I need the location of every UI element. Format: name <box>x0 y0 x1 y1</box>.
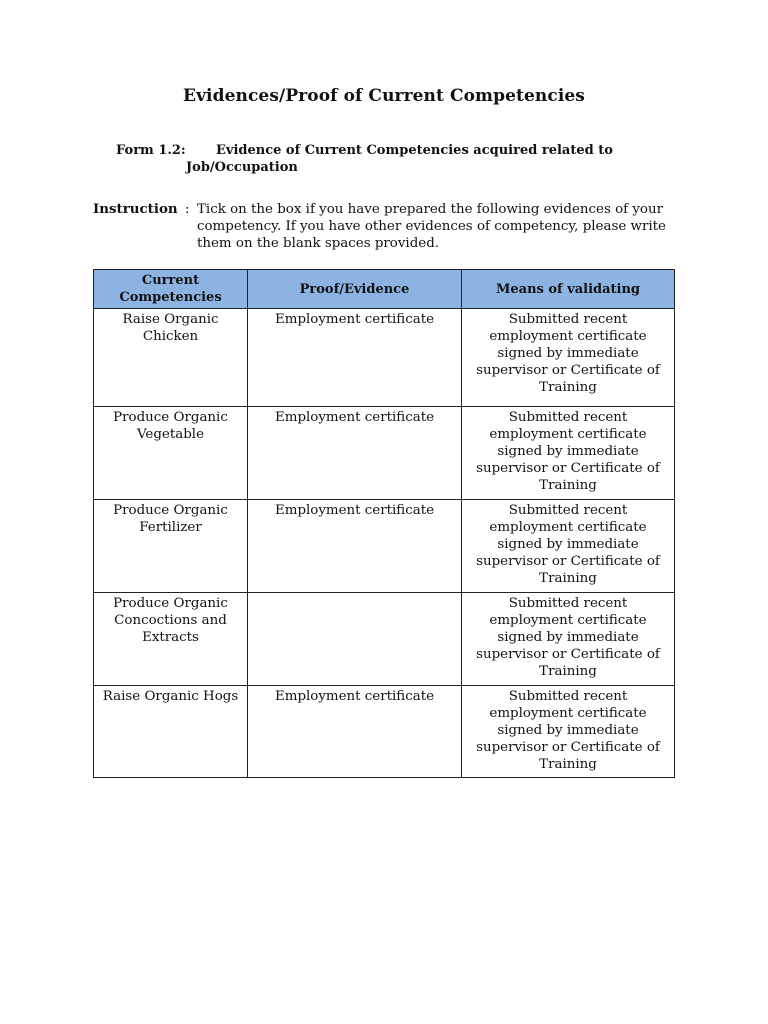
validation-cell: Submitted recent employment certificate signed by immediate supervisor or Certificate of Training <box>462 407 675 500</box>
form-description: Evidence of Current Competencies acquired related to <box>216 143 613 158</box>
table-row <box>94 309 675 407</box>
page-title: Evidences/Proof of Current Competencies <box>183 86 585 106</box>
table-header-row <box>94 270 675 309</box>
evidence-cell[interactable] <box>248 593 462 686</box>
table-row <box>94 407 675 500</box>
validation-cell: Submitted recent employment certificate signed by immediate supervisor or Certificate of Training <box>462 593 675 686</box>
evidence-cell: Employment certificate <box>248 686 462 778</box>
instruction-colon: : <box>185 202 190 217</box>
table-row <box>94 593 675 686</box>
competency-cell: Raise Organic Hogs <box>94 686 248 778</box>
evidence-cell: Employment certificate <box>248 500 462 593</box>
validation-cell: Submitted recent employment certificate signed by immediate supervisor or Certificate of Training <box>462 309 675 407</box>
competency-cell: Produce Organic Fertilizer <box>94 500 248 593</box>
competency-cell: Produce Organic Concoctions and Extracts <box>94 593 248 686</box>
instruction-label: Instruction <box>93 201 178 217</box>
table-row <box>94 686 675 778</box>
evidence-cell: Employment certificate <box>248 407 462 500</box>
form-heading <box>116 142 676 159</box>
competency-cell: Produce Organic Vegetable <box>94 407 248 500</box>
header-proof-evidence: Proof/Evidence <box>248 270 462 309</box>
header-means-of-validating: Means of validating <box>462 270 675 309</box>
form-number: Form 1.2: <box>116 143 186 158</box>
validation-cell: Submitted recent employment certificate signed by immediate supervisor or Certificate of Training <box>462 500 675 593</box>
validation-cell: Submitted recent employment certificate signed by immediate supervisor or Certificate of Training <box>462 686 675 778</box>
competency-cell: Raise Organic Chicken <box>94 309 248 407</box>
instruction-text: Tick on the box if you have prepared the following evidences of your competency. If you have other evidences of competency, please write them on the blank spaces provided. <box>197 202 666 251</box>
form-description-continued: Job/Occupation <box>186 160 298 175</box>
header-current-competencies: Current Competencies <box>94 270 248 309</box>
evidence-cell: Employment certificate <box>248 309 462 407</box>
competency-table <box>93 269 675 778</box>
table-row <box>94 500 675 593</box>
